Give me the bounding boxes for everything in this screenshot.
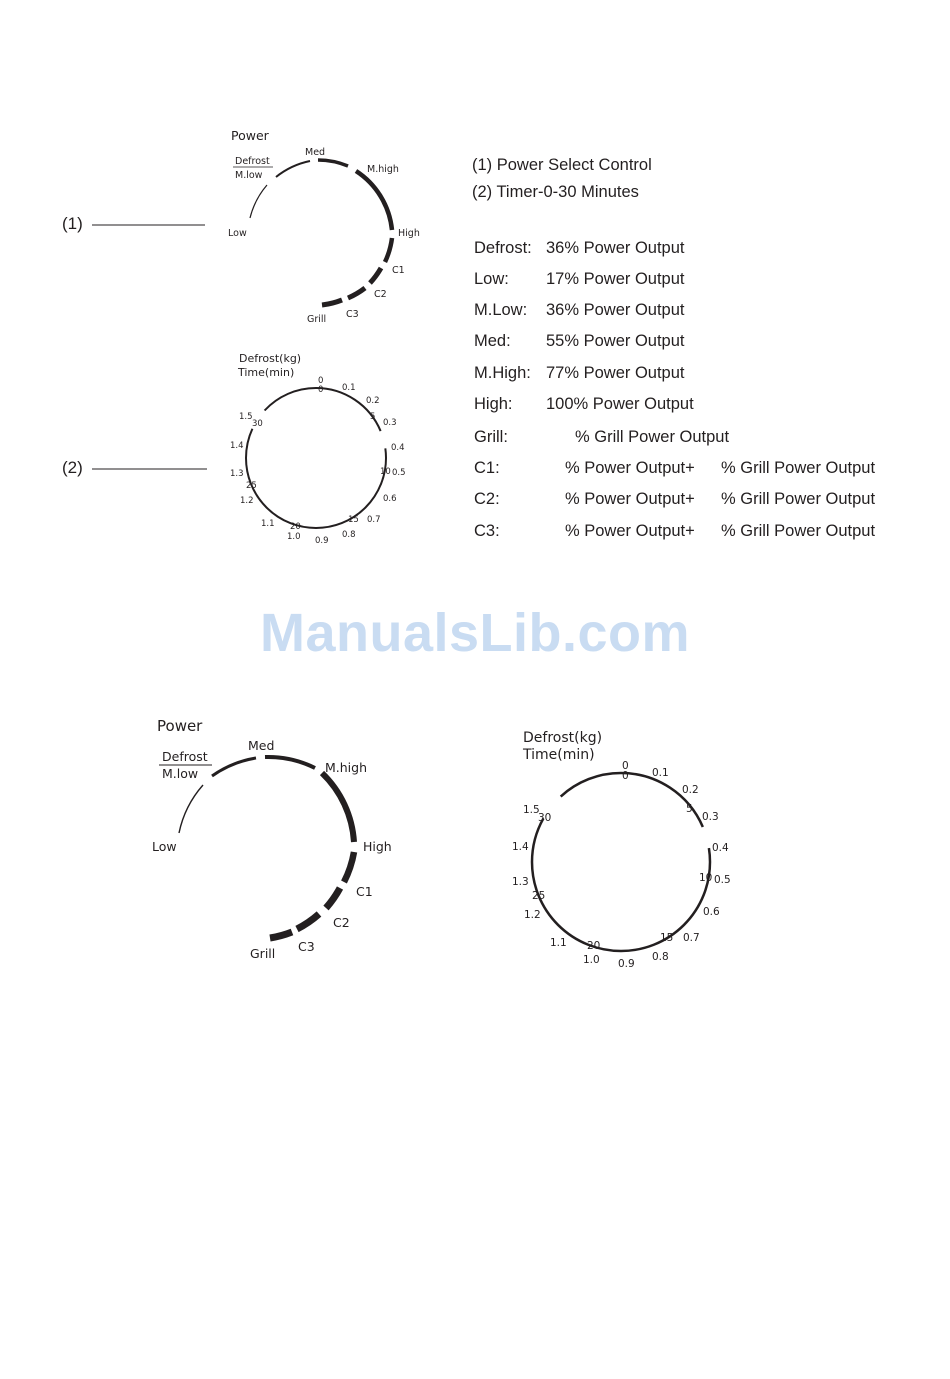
weight-label: 1.2 (240, 496, 254, 506)
arc-defrost-mlow (276, 161, 310, 177)
power-dial-small (228, 128, 420, 325)
power-high-label: High (398, 228, 420, 239)
power-med-label: Med (305, 147, 326, 158)
weight-label: 0 (622, 770, 629, 782)
arc-low (179, 785, 203, 833)
time-label: 20 (587, 940, 601, 952)
weight-label: 1.0 (583, 954, 600, 966)
time-label: 10 (699, 872, 713, 884)
timer-title-time: Time(min) (238, 366, 295, 379)
legend-row-label: High: (474, 395, 513, 413)
arc-mhigh (356, 171, 392, 230)
arc-c2 (348, 288, 365, 298)
legend-row-value: 36% Power Output (546, 239, 685, 257)
time-label: 5 (686, 803, 693, 815)
weight-label: 0.5 (392, 468, 406, 478)
weight-label: 0.5 (714, 874, 731, 886)
power-defrost-label: Defrost (162, 749, 208, 764)
power-c2-label: C2 (333, 915, 350, 930)
power-grill-label: Grill (250, 946, 276, 961)
legend-row-label: Med: (474, 332, 511, 350)
legend-heading-1: (1) Power Select Control (472, 156, 652, 174)
legend-row-value2: % Grill Power Output (721, 459, 876, 477)
legend-row-value: 17% Power Output (546, 270, 685, 288)
arc-mhigh (322, 773, 354, 842)
weight-label: 0.9 (618, 958, 635, 970)
weight-label: 1.4 (512, 841, 529, 853)
arc-c1 (326, 888, 340, 908)
power-mhigh-label: M.high (367, 164, 399, 175)
timer-dial-large (512, 730, 731, 970)
time-label: 5 (370, 412, 376, 422)
weight-label: 0.2 (682, 784, 699, 796)
legend-row-label: C3: (474, 522, 500, 540)
weight-label: 1.5 (523, 804, 540, 816)
power-defrost-label: Defrost (235, 156, 270, 167)
time-label: 20 (290, 522, 301, 532)
weight-label: 0.9 (315, 536, 329, 546)
time-label: 30 (252, 419, 263, 429)
arc-low (250, 185, 267, 218)
power-mhigh-label: M.high (325, 760, 368, 775)
timer-title-time: Time(min) (523, 747, 595, 763)
legend-row-value: % Power Output+ (565, 522, 695, 540)
arc-defrost-mlow (212, 758, 256, 776)
weight-label: 1.1 (550, 937, 567, 949)
arc-high (344, 852, 354, 882)
timer-dial-small (230, 352, 406, 546)
callout-2: (2) (62, 458, 83, 477)
power-dial-arcs (250, 160, 392, 305)
legend-row-value: % Power Output+ (565, 490, 695, 508)
arc-c2 (297, 914, 319, 929)
weight-label: 1.3 (512, 876, 529, 888)
power-dial-large (152, 717, 392, 961)
timer-ring (246, 388, 386, 528)
time-label: 30 (538, 812, 552, 824)
arc-med (318, 160, 348, 166)
power-low-label: Low (152, 839, 177, 854)
arc-c3 (270, 932, 292, 938)
time-label: 25 (532, 890, 546, 902)
arc-high (385, 238, 392, 262)
legend-row-value: % Power Output+ (565, 459, 695, 477)
power-c1-label: C1 (356, 884, 373, 899)
weight-label: 0.3 (702, 811, 719, 823)
time-label: 0 (318, 376, 324, 386)
weight-label: 0 (318, 385, 324, 395)
weight-label: 0.2 (366, 396, 380, 406)
weight-label: 0.6 (383, 494, 397, 504)
power-c1-label: C1 (392, 265, 405, 276)
power-med-label: Med (248, 738, 275, 753)
power-dial-arcs (179, 757, 354, 938)
power-low-label: Low (228, 228, 247, 239)
legend-heading-2: (2) Timer-0-30 Minutes (472, 183, 639, 201)
watermark: ManualsLib.com (259, 603, 691, 663)
legend-row-value: 55% Power Output (546, 332, 685, 350)
power-c3-label: C3 (298, 939, 315, 954)
timer-title-defrost: Defrost(kg) (239, 352, 302, 365)
callout-1: (1) (62, 214, 83, 233)
timer-small-labels (230, 376, 406, 546)
power-high-label: High (363, 839, 392, 854)
power-grill-label: Grill (307, 314, 327, 325)
time-label: 10 (380, 467, 391, 477)
legend-row-label: M.Low: (474, 301, 528, 319)
weight-label: 1.5 (239, 412, 253, 422)
legend-row-label: Low: (474, 270, 509, 288)
weight-label: 1.1 (261, 519, 275, 529)
weight-label: 0.7 (683, 932, 700, 944)
weight-label: 0.7 (367, 515, 381, 525)
weight-label: 0.1 (652, 767, 669, 779)
legend-row-label: C2: (474, 490, 500, 508)
power-c2-label: C2 (374, 289, 387, 300)
legend-row-label: Defrost: (474, 239, 532, 257)
weight-label: 0.4 (391, 443, 405, 453)
weight-label: 1.4 (230, 441, 244, 451)
arc-c1 (370, 268, 381, 283)
weight-label: 1.2 (524, 909, 541, 921)
power-mlow-label: M.low (162, 766, 199, 781)
legend-row-value: 36% Power Output (546, 301, 685, 319)
timer-large-labels (512, 760, 731, 970)
arc-c3 (322, 300, 342, 305)
power-title: Power (157, 717, 203, 735)
timer-title-defrost: Defrost(kg) (523, 730, 603, 746)
legend-row-label: C1: (474, 459, 500, 477)
time-label: 15 (348, 515, 359, 525)
power-mlow-label: M.low (235, 170, 263, 181)
weight-label: 0.3 (383, 418, 397, 428)
weight-label: 0.8 (342, 530, 356, 540)
weight-label: 0.1 (342, 383, 356, 393)
weight-label: 0.8 (652, 951, 669, 963)
legend-row-value2: % Grill Power Output (721, 490, 876, 508)
time-label: 15 (660, 932, 674, 944)
weight-label: 0.4 (712, 842, 729, 854)
legend-row-label: Grill: (474, 428, 508, 446)
time-label: 25 (246, 481, 257, 491)
time-label: 0 (622, 760, 629, 772)
legend-row-value: % Grill Power Output (575, 428, 730, 446)
legend-row-value: 100% Power Output (546, 395, 694, 413)
arc-med (265, 757, 315, 768)
legend-row-value: 77% Power Output (546, 364, 685, 382)
weight-label: 1.0 (287, 532, 301, 542)
weight-label: 1.3 (230, 469, 244, 479)
legend-row-value2: % Grill Power Output (721, 522, 876, 540)
power-title: Power (231, 128, 269, 143)
power-c3-label: C3 (346, 309, 359, 320)
legend-row-label: M.High: (474, 364, 531, 382)
weight-label: 0.6 (703, 906, 720, 918)
